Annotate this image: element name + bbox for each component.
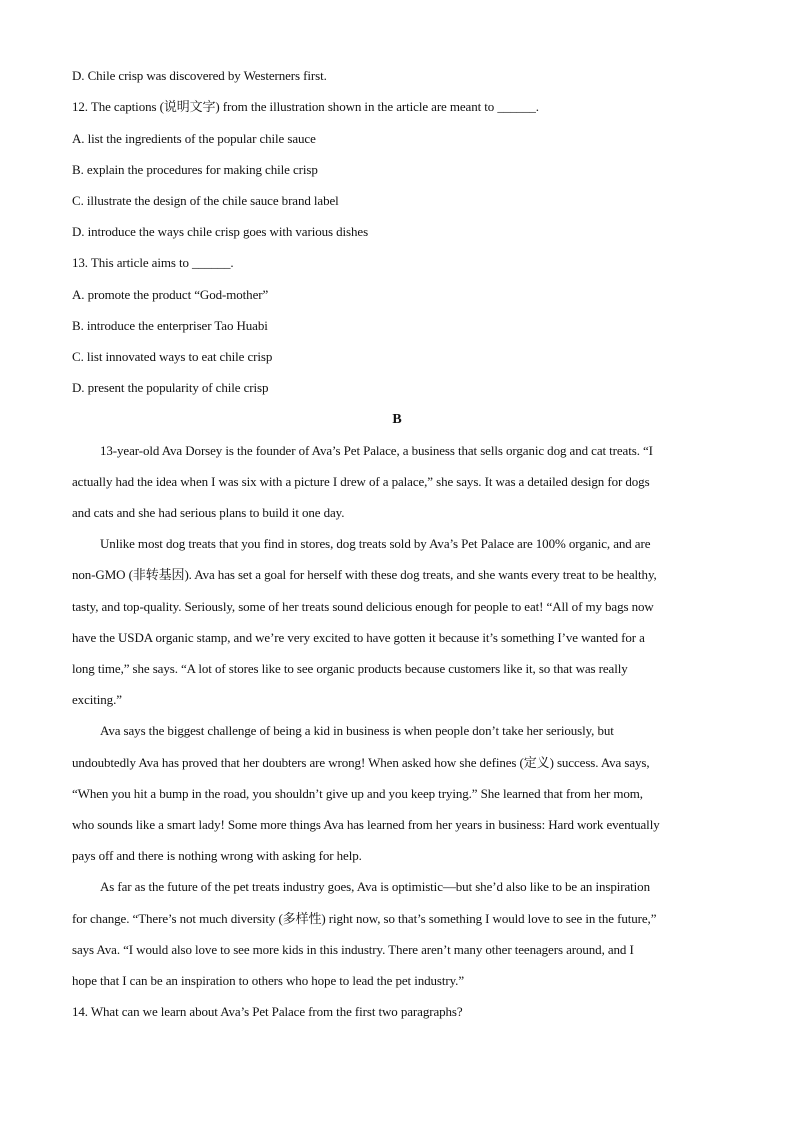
paragraph-4-line: hope that I can be an inspiration to others who hope to lead the pet industry.” (72, 973, 464, 988)
q13-option-a: A. promote the product “God-mother” (72, 287, 269, 302)
paragraph-2-line: exciting.” (72, 692, 122, 707)
paragraph-3-line: undoubtedly Ava has proved that her doubters are wrong! When asked how she defines (定义) success. Ava says, (72, 755, 650, 770)
paragraph-4-line: says Ava. “I would also love to see more kids in this industry. There aren’t many other teenagers around, and I (72, 942, 634, 957)
paragraph-2-line: non-GMO (非转基因). Ava has set a goal for herself with these dog treats, and she wants every treat to be healthy, (72, 567, 657, 582)
q13-stem: 13. This article aims to ______. (72, 255, 234, 270)
q12-option-c: C. illustrate the design of the chile sauce brand label (72, 193, 339, 208)
paragraph-4-line: As far as the future of the pet treats industry goes, Ava is optimistic—but she’d also like to be an inspiration (100, 879, 650, 894)
q13-option-d: D. present the popularity of chile crisp (72, 380, 269, 395)
q12-option-b: B. explain the procedures for making chile crisp (72, 162, 318, 177)
paragraph-4-line: for change. “There’s not much diversity (多样性) right now, so that’s something I would love to see in the future,” (72, 911, 657, 926)
paragraph-2-line: long time,” she says. “A lot of stores like to see organic products because customers like it, so that was really (72, 661, 628, 676)
section-heading: B (392, 412, 402, 427)
paragraph-1-line: actually had the idea when I was six with a picture I drew of a palace,” she says. It was a detailed design for dogs (72, 474, 650, 489)
q14-stem: 14. What can we learn about Ava’s Pet Palace from the first two paragraphs? (72, 1004, 463, 1019)
q11-option-d: D. Chile crisp was discovered by Westerners first. (72, 68, 327, 83)
paragraph-2-line: have the USDA organic stamp, and we’re very excited to have gotten it because it’s something I’ve wanted for a (72, 630, 645, 645)
paragraph-3-line: who sounds like a smart lady! Some more things Ava has learned from her years in business: Hard work eventually (72, 817, 660, 832)
paragraph-3-line: “When you hit a bump in the road, you shouldn’t give up and you keep trying.” She learned that from her mom, (72, 786, 643, 801)
q13-option-b: B. introduce the enterpriser Tao Huabi (72, 318, 268, 333)
paragraph-1-line: and cats and she had serious plans to build it one day. (72, 505, 345, 520)
paragraph-2-line: tasty, and top-quality. Seriously, some of her treats sound delicious enough for people to eat! “All of my bags now (72, 599, 654, 614)
q12-option-a: A. list the ingredients of the popular chile sauce (72, 131, 316, 146)
paragraph-1-line: 13-year-old Ava Dorsey is the founder of Ava’s Pet Palace, a business that sells organic dog and cat treats. “I (100, 443, 653, 458)
q12-stem: 12. The captions (说明文字) from the illustration shown in the article are meant to ______. (72, 99, 539, 114)
paragraph-3-line: Ava says the biggest challenge of being a kid in business is when people don’t take her seriously, but (100, 723, 614, 738)
q12-option-d: D. introduce the ways chile crisp goes with various dishes (72, 224, 369, 239)
paragraph-2-line: Unlike most dog treats that you find in stores, dog treats sold by Ava’s Pet Palace are 100% organic, and are (100, 536, 651, 551)
q13-option-c: C. list innovated ways to eat chile crisp (72, 349, 273, 364)
paragraph-3-line: pays off and there is nothing wrong with asking for help. (72, 848, 362, 863)
